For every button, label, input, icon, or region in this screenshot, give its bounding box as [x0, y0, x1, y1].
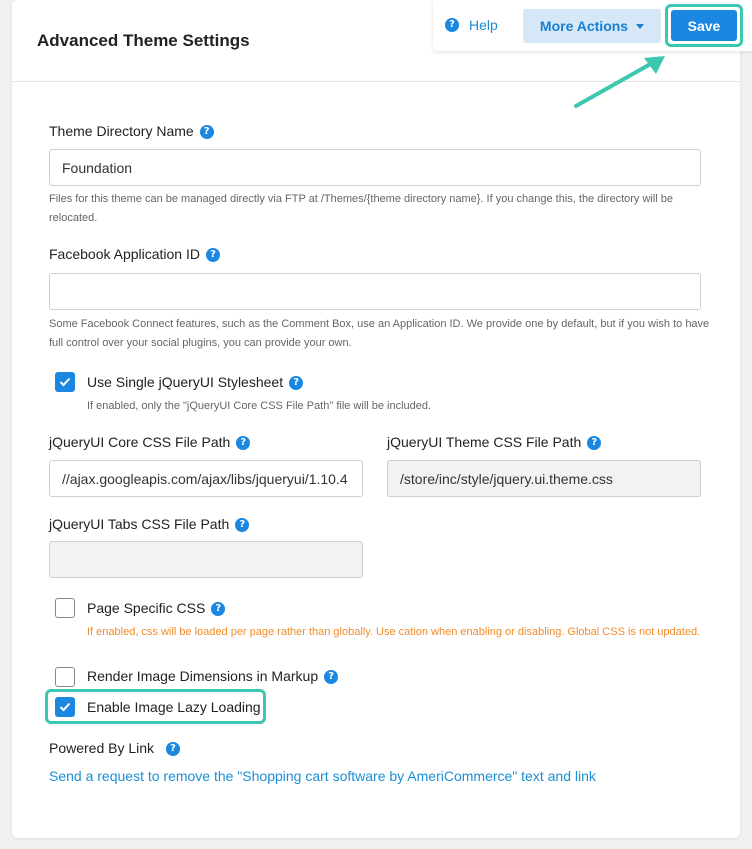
question-icon[interactable]: ? — [587, 436, 601, 450]
theme-dir-label-row — [49, 123, 214, 139]
theme-dir-label: Theme Directory Name — [49, 123, 194, 139]
question-icon[interactable]: ? — [206, 248, 220, 262]
page-specific-css-label: Page Specific CSS — [87, 600, 206, 616]
page-title: Advanced Theme Settings — [37, 31, 250, 50]
facebook-app-label-row — [49, 246, 220, 262]
render-image-dims-label: Render Image Dimensions in Markup — [87, 668, 319, 684]
question-icon[interactable]: ? — [235, 518, 249, 532]
jqueryui-tabs-label: jQueryUI Tabs CSS File Path — [49, 516, 230, 532]
lazy-loading-checkbox[interactable] — [55, 697, 75, 717]
jqueryui-theme-label: jQueryUI Theme CSS File Path — [387, 434, 582, 450]
help-button[interactable] — [445, 17, 498, 33]
more-actions-label: More Actions — [539, 18, 629, 34]
jqueryui-core-input[interactable]: //ajax.googleapis.com/ajax/libs/jqueryui/1.10.4 — [49, 460, 363, 497]
check-icon — [59, 702, 71, 712]
page-specific-css-checkbox[interactable] — [55, 598, 75, 618]
check-icon — [59, 377, 71, 387]
lazy-loading-label: Enable Image Lazy Loading — [87, 699, 261, 715]
theme-dir-input[interactable]: Foundation — [49, 149, 701, 186]
jqueryui-tabs-input[interactable] — [49, 541, 363, 578]
powered-by-label-row — [49, 740, 180, 756]
facebook-app-label: Facebook Application ID — [49, 246, 200, 262]
question-icon: ? — [445, 18, 459, 32]
question-icon[interactable]: ? — [166, 742, 180, 756]
render-image-dims-label-row — [87, 668, 338, 684]
facebook-app-input[interactable] — [49, 273, 701, 310]
more-actions-button[interactable] — [523, 9, 661, 43]
help-label: Help — [469, 17, 498, 33]
page-specific-css-hint: If enabled, css will be loaded per page rather than globally. Use cation when enabling or disabling. Global CSS is not updated. — [87, 626, 701, 638]
page-specific-css-label-row — [87, 600, 225, 616]
pointer-arrow — [570, 48, 670, 112]
jqueryui-tabs-label-row — [49, 516, 249, 532]
single-jqueryui-label: Use Single jQueryUI Stylesheet — [87, 374, 284, 390]
question-icon[interactable]: ? — [289, 376, 303, 390]
question-icon[interactable]: ? — [324, 670, 338, 684]
remove-powered-by-link[interactable]: Send a request to remove the "Shopping cart software by AmeriCommerce" text and link — [49, 768, 596, 784]
caret-down-icon — [636, 24, 644, 29]
theme-dir-hint: Files for this theme can be managed directly via FTP at /Themes/{theme directory name}. If you change this, the directory will be relocated. — [49, 193, 674, 224]
jqueryui-theme-input[interactable]: /store/inc/style/jquery.ui.theme.css — [387, 460, 701, 497]
facebook-app-hint: Some Facebook Connect features, such as the Comment Box, use an Application ID. We provide one by default, but if you wish to have full control over your social plugins, you can provide your own. — [49, 318, 710, 349]
save-button[interactable]: Save — [671, 10, 737, 41]
single-jqueryui-hint: If enabled, only the "jQueryUI Core CSS File Path" file will be included. — [87, 400, 432, 412]
jqueryui-core-label: jQueryUI Core CSS File Path — [49, 434, 231, 450]
single-jqueryui-checkbox[interactable] — [55, 372, 75, 392]
action-bar — [433, 0, 752, 51]
question-icon[interactable]: ? — [211, 602, 225, 616]
question-icon[interactable]: ? — [200, 125, 214, 139]
render-image-dims-checkbox[interactable] — [55, 667, 75, 687]
single-jqueryui-label-row — [87, 374, 303, 390]
question-icon[interactable]: ? — [236, 436, 250, 450]
jqueryui-theme-label-row — [387, 434, 601, 450]
jqueryui-core-label-row — [49, 434, 250, 450]
powered-by-label: Powered By Link — [49, 740, 155, 756]
